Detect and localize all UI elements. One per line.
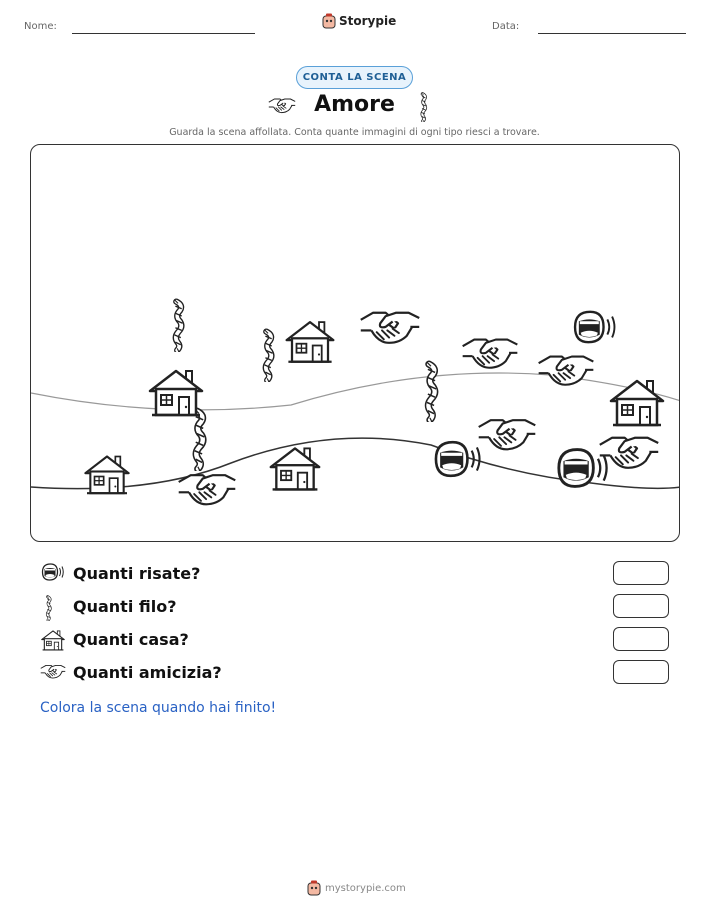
handshake-icon[interactable] <box>177 465 237 511</box>
handshake-icon <box>40 661 66 681</box>
answer-box-house[interactable] <box>613 627 669 651</box>
house-icon[interactable] <box>146 363 206 421</box>
house-icon[interactable] <box>82 450 132 498</box>
question-text: Quanti casa? <box>73 630 189 649</box>
instructions: Guarda la scena affollata. Conta quante immagini di ogni tipo riesci a trovare. <box>169 127 540 138</box>
question-text: Quanti filo? <box>73 597 177 616</box>
house-icon[interactable] <box>283 315 337 367</box>
house-icon <box>40 628 66 652</box>
name-label: Nome: <box>24 21 57 32</box>
house-icon[interactable] <box>607 373 667 431</box>
answer-box-laughs[interactable] <box>613 561 669 585</box>
question-row-friendship <box>40 661 670 685</box>
house-icon[interactable] <box>267 441 323 495</box>
activity-badge: CONTA LA SCENA <box>296 66 413 89</box>
handshake-icon[interactable] <box>537 347 595 391</box>
laughing-mouth-icon[interactable] <box>571 308 619 346</box>
name-field[interactable] <box>72 33 255 34</box>
laughing-mouth-icon[interactable] <box>431 438 485 480</box>
rope-icon <box>42 595 56 621</box>
question-row-laughs <box>40 562 670 586</box>
question-text: Quanti amicizia? <box>73 663 222 682</box>
date-field[interactable] <box>538 33 686 34</box>
page-title: Amore <box>314 92 395 117</box>
answer-box-rope[interactable] <box>613 594 669 618</box>
brand-mascot-icon <box>307 880 321 896</box>
date-label: Data: <box>492 21 520 32</box>
counting-scene[interactable] <box>30 144 680 542</box>
question-row-house <box>40 628 670 652</box>
question-text: Quanti risate? <box>73 564 201 583</box>
footer <box>307 880 406 896</box>
brand-logo <box>322 13 396 29</box>
laughing-mouth-icon[interactable] <box>554 445 612 491</box>
rope-icon <box>417 92 431 122</box>
rope-icon[interactable] <box>421 360 443 422</box>
laughing-mouth-icon <box>40 562 66 582</box>
answer-box-friendship[interactable] <box>613 660 669 684</box>
brand-mascot-icon <box>322 13 336 29</box>
rope-icon[interactable] <box>259 328 279 382</box>
handshake-icon[interactable] <box>477 410 537 456</box>
closing-note: Colora la scena quando hai finito! <box>40 700 277 716</box>
brand-name: Storypie <box>339 14 397 28</box>
handshake-icon[interactable] <box>359 302 421 350</box>
footer-site[interactable]: mystorypie.com <box>325 882 406 894</box>
handshake-icon[interactable] <box>461 330 519 374</box>
question-row-rope <box>40 595 670 619</box>
rope-icon[interactable] <box>169 298 189 352</box>
